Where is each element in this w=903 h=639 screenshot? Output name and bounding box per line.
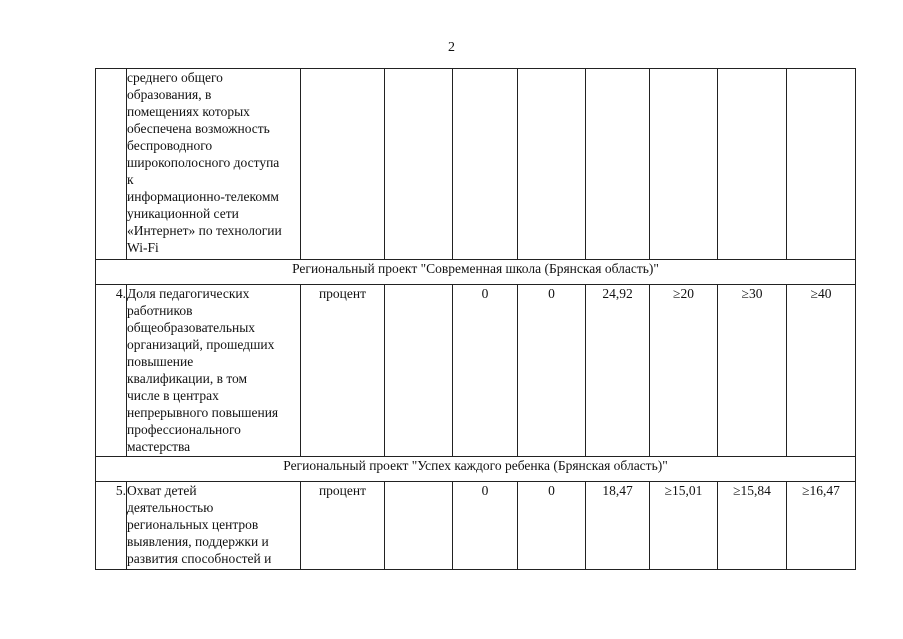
value-cell — [385, 482, 453, 570]
table-row — [96, 285, 856, 457]
indicator-name: среднего общего образования, в помещениях которых обеспечена возможность беспроводного широкополосного доступа к информационно-телекомм уникационной сети «Интернет» по технологии Wi-Fi — [127, 69, 301, 260]
value-cell — [787, 69, 856, 260]
unit-cell: процент — [301, 482, 385, 570]
value-cell: ≥30 — [718, 285, 787, 457]
unit-cell: процент — [301, 285, 385, 457]
value-cell: 0 — [518, 482, 586, 570]
value-cell: 0 — [518, 285, 586, 457]
value-cell: ≥20 — [650, 285, 718, 457]
indicator-name: Доля педагогических работников общеобразовательных организаций, прошедших повышение квалификации, в том числе в центрах непрерывного повышения профессионального мастерства — [127, 285, 301, 457]
value-cell: ≥15,84 — [718, 482, 787, 570]
value-cell — [718, 69, 787, 260]
value-cell — [385, 69, 453, 260]
project-header-row — [96, 260, 856, 285]
project-header-row — [96, 457, 856, 482]
row-number: 4. — [96, 285, 127, 457]
project-title: Региональный проект "Успех каждого ребенка (Брянская область)" — [96, 457, 856, 482]
page-number: 2 — [448, 40, 455, 55]
unit-cell — [301, 69, 385, 260]
value-cell — [650, 69, 718, 260]
table-row — [96, 69, 856, 260]
value-cell: 18,47 — [586, 482, 650, 570]
value-cell: 0 — [453, 285, 518, 457]
table-row — [96, 482, 856, 570]
project-title: Региональный проект "Современная школа (Брянская область)" — [96, 260, 856, 285]
row-number: 5. — [96, 482, 127, 570]
indicator-name: Охват детей деятельностью региональных центров выявления, поддержки и развития способностей и — [127, 482, 301, 570]
value-cell: 0 — [453, 482, 518, 570]
value-cell — [586, 69, 650, 260]
indicators-table — [95, 68, 856, 570]
value-cell: ≥15,01 — [650, 482, 718, 570]
value-cell — [518, 69, 586, 260]
value-cell — [385, 285, 453, 457]
value-cell: 24,92 — [586, 285, 650, 457]
value-cell — [453, 69, 518, 260]
row-number — [96, 69, 127, 260]
value-cell: ≥16,47 — [787, 482, 856, 570]
value-cell: ≥40 — [787, 285, 856, 457]
